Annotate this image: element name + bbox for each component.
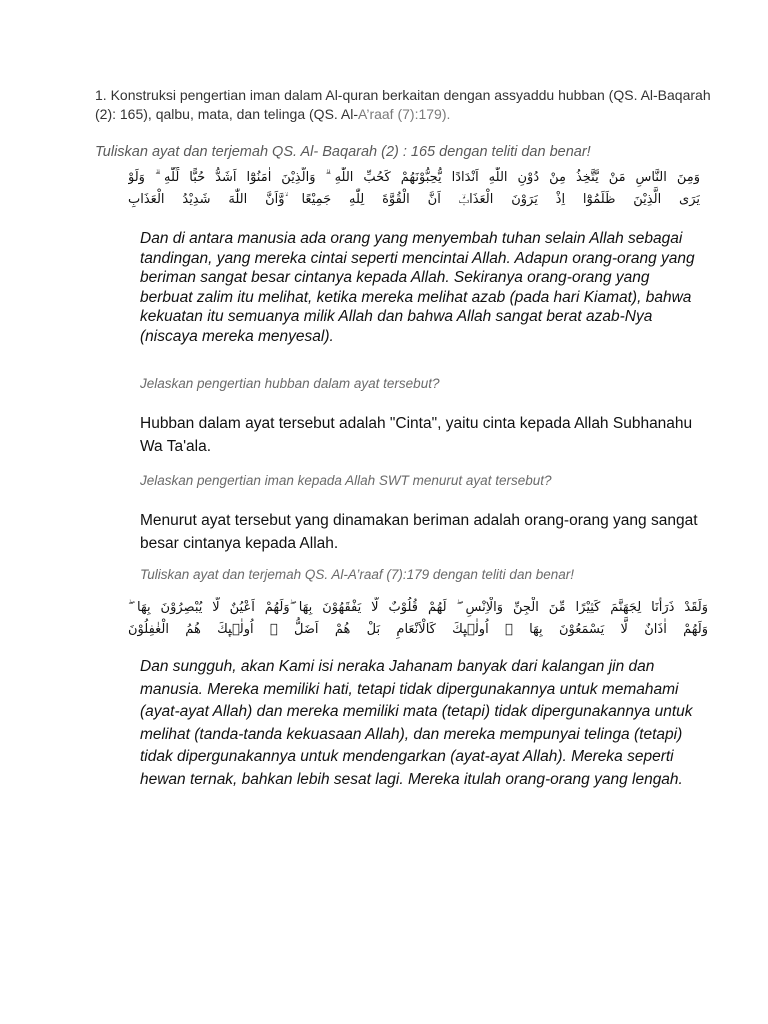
- arabic-verse-baqarah-line-2: يَرَى الَّذِيْنَ ظَلَمُوْٓا اِذْ يَرَوْنَ الْعَذَابَۙ اَنَّ الْقُوَّةَ لِلّٰهِ جَمِيْعًا ۙوَّاَنَّ اللّٰهَ شَدِيْدُ الْعَذَابِ: [128, 192, 700, 207]
- arabic-verse-araaf: [128, 597, 708, 641]
- answer-hubban: Hubban dalam ayat tersebut adalah "Cinta", yaitu cinta kepada Allah Subhanahu Wa Ta'ala.: [140, 415, 693, 455]
- question-main-text: 1. Konstruksi pengertian iman dalam Al-quran berkaitan dengan assyaddu hubban (QS. Al-Baqarah (2): 165), qalbu, mata, dan telinga (QS. Al-: [95, 87, 711, 122]
- question-main-tail: A’raaf (7):179).: [358, 106, 451, 122]
- arabic-verse-araaf-line-2: وَلَهُمْ اٰذَانٌ لَّا يَسْمَعُوْنَ بِهَا ۗ اُولٰۤىِٕكَ كَالْاَنْعَامِ بَلْ هُمْ اَضَلُّ ۗ اُولٰۤىِٕكَ هُمُ الْغٰفِلُوْنَ: [128, 622, 708, 637]
- translation-baqarah: Dan di antara manusia ada orang yang menyembah tuhan selain Allah sebagai tandingan, yang mereka cintai seperti mencintai Allah. Adapun orang-orang yang beriman sangat besar cintanya kepada Allah. Sekiranya orang-orang yang berbuat zalim itu melihat, ketika mereka melihat azab (pada hari Kiamat), bahwa kekuatan itu semuanya milik Allah dan bahwa Allah sangat berat azab-Nya (niscaya mereka menyesal).: [140, 230, 695, 345]
- instruction-araaf: Tuliskan ayat dan terjemah QS. Al-A’raaf (7):179 dengan teliti dan benar!: [140, 567, 574, 582]
- arabic-verse-baqarah-line-1: وَمِنَ النَّاسِ مَنْ يَّتَّخِذُ مِنْ دُوْنِ اللّٰهِ اَنْدَادًا يُّحِبُّوْنَهُمْ كَحُبِّ اللّٰهِ ۗ وَالَّذِيْنَ اٰمَنُوْٓا اَشَدُّ حُبًّا لِّلّٰهِ ۗ وَلَوْ: [128, 170, 700, 185]
- answer-iman: Menurut ayat tersebut yang dinamakan beriman adalah orang-orang yang sangat besar cintanya kepada Allah.: [140, 512, 698, 552]
- question-iman: Jelaskan pengertian iman kepada Allah SWT menurut ayat tersebut?: [140, 473, 552, 488]
- arabic-verse-araaf-line-1: وَلَقَدْ ذَرَأْنَا لِجَهَنَّمَ كَثِيْرًا مِّنَ الْجِنِّ وَالْاِنْسِ ۖ لَهُمْ قُلُوْبٌ لَّا يَفْقَهُوْنَ بِهَا ۖوَلَهُمْ اَعْيُنٌ لَّا يُبْصِرُوْنَ بِهَا ۖ: [128, 600, 708, 615]
- arabic-verse-baqarah: [128, 167, 700, 211]
- question-main: [95, 86, 715, 124]
- question-hubban: Jelaskan pengertian hubban dalam ayat tersebut?: [140, 376, 440, 391]
- translation-araaf: Dan sungguh, akan Kami isi neraka Jahanam banyak dari kalangan jin dan manusia. Mereka memiliki hati, tetapi tidak dipergunakannya untuk memahami (ayat-ayat Allah) dan mereka memiliki mata (tetapi) tidak dipergunakannya untuk melihat (tanda-tanda kekuasaan Allah), dan mereka mempunyai telinga (tetapi) tidak dipergunakannya untuk mendengarkan (ayat-ayat Allah). Mereka seperti hewan ternak, bahkan lebih sesat lagi. Mereka itulah orang-orang yang lengah.: [140, 658, 693, 788]
- instruction-baqarah: Tuliskan ayat dan terjemah QS. Al- Baqarah (2) : 165 dengan teliti dan benar!: [95, 144, 591, 160]
